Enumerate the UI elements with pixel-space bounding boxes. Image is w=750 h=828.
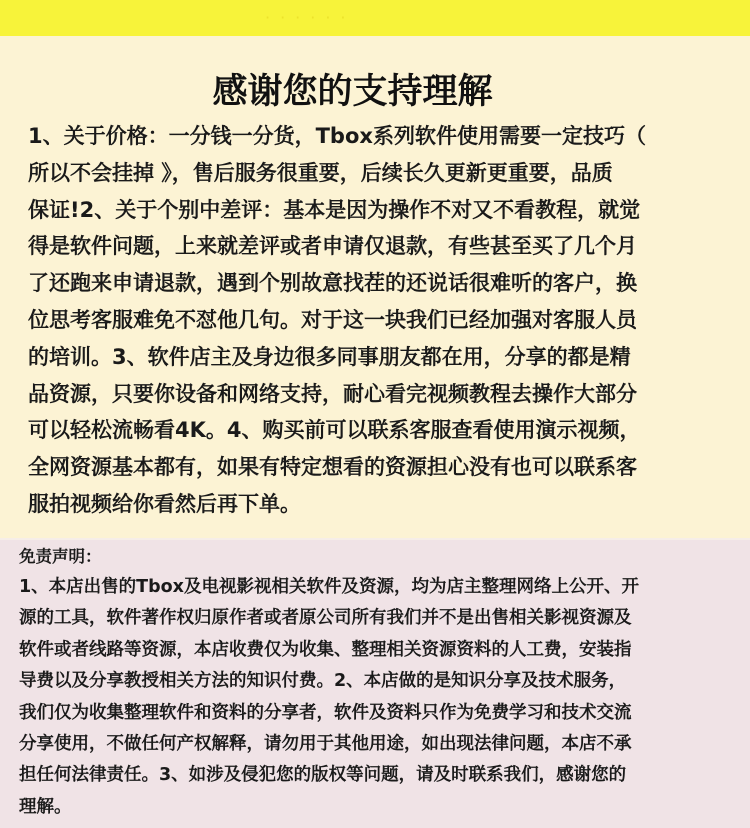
disclaimer-title: 免责声明：	[19, 547, 102, 566]
disclaimer-line: 源的工具，软件著作权归原作者或者原公司所有我们并不是出售相关影视资源及	[19, 608, 632, 629]
disclaimer-section	[0, 540, 750, 828]
page-title: 感谢您的支持理解	[212, 72, 493, 112]
disclaimer-line: 理解。	[19, 796, 72, 817]
disclaimer-line: 担任何法律责任。3、如涉及侵犯您的版权等问题，请及时联系我们，感谢您的	[19, 765, 627, 786]
main-body-line: 位思考客服难免不怼他几句。对于这一块我们已经加强对客服人员	[28, 307, 637, 332]
main-body-line: 得是软件问题，上来就差评或者申请仅退款，有些甚至买了几个月	[28, 234, 637, 259]
disclaimer-body	[19, 572, 734, 823]
disclaimer-line: 1、本店出售的Tbox及电视影视相关软件及资源，均为店主整理网络上公开、开	[19, 577, 639, 597]
main-section	[0, 36, 750, 538]
disclaimer-line: 导费以及分享教授相关方法的知识付费。2、本店做的是知识分享及技术服务，	[19, 671, 627, 692]
main-body-line: 了还跑来申请退款，遇到个别故意找茬的还说话很难听的客户，换	[28, 271, 637, 296]
main-body-line: 保证!2、关于个别中差评：基本是因为操作不对又不看教程，就觉	[28, 197, 641, 222]
main-body	[28, 118, 728, 523]
main-body-line: 1、关于价格：一分钱一分货，Tbox系列软件使用需要一定技巧（	[28, 124, 646, 148]
main-body-line: 服拍视频给你看然后再下单。	[28, 491, 301, 516]
main-body-line: 全网资源基本都有，如果有特定想看的资源担心没有也可以联系客	[28, 455, 637, 480]
disclaimer-line: 软件或者线路等资源，本店收费仅为收集、整理相关资源资料的人工费，安装指	[19, 639, 632, 660]
banner-faint-text: ······	[265, 8, 356, 27]
main-body-line: 所以不会挂掉 》，售后服务很重要，后续长久更新更重要，品质	[28, 160, 613, 185]
main-body-line: 可以轻松流畅看4K。4、购买前可以联系客服查看使用演示视频，	[28, 418, 641, 443]
disclaimer-line: 我们仅为收集整理软件和资料的分享者，软件及资料只作为免费学习和技术交流	[19, 702, 632, 723]
disclaimer-line: 分享使用，不做任何产权解释，请勿用于其他用途，如出现法律问题，本店不承	[19, 733, 632, 754]
top-banner	[0, 0, 750, 36]
main-body-line: 品资源，只要你设备和网络支持，耐心看完视频教程去操作大部分	[28, 381, 637, 406]
main-body-line: 的培训。3、软件店主及身边很多同事朋友都在用，分享的都是精	[28, 344, 631, 369]
